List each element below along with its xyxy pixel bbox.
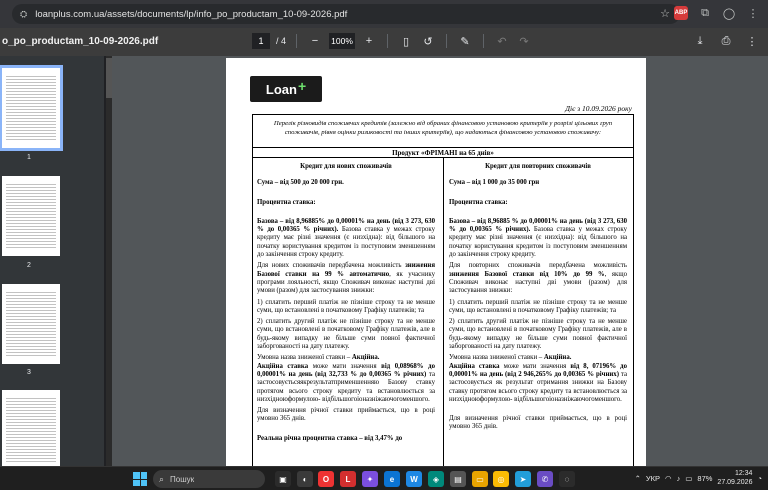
- yearly-note: Для визначення річної ставки приймається, що в році умовно 365 днів.: [449, 415, 627, 431]
- windows-start-icon[interactable]: [133, 472, 147, 486]
- chrome-icon[interactable]: ◎: [493, 471, 509, 487]
- pdf-viewer: [112, 56, 768, 466]
- more-options-icon[interactable]: ⋮: [746, 35, 758, 48]
- page-thumbnail-4[interactable]: [2, 390, 60, 470]
- thumbnail-sidebar: [0, 56, 104, 466]
- volume-icon[interactable]: ♪: [676, 473, 681, 483]
- rate-title: Процентна ставка:: [257, 198, 316, 206]
- fit-page-icon[interactable]: ▯: [402, 35, 410, 48]
- loan-sum: Сума – від 500 до 20 000 грн.: [257, 179, 344, 187]
- copilot-icon[interactable]: ✦: [362, 471, 378, 487]
- page-thumbnail-1[interactable]: [2, 68, 60, 148]
- new-customers-column: [257, 163, 435, 446]
- page-total: / 4: [276, 36, 287, 46]
- pdf-actions: [692, 33, 760, 49]
- taskbar: [0, 466, 768, 490]
- notifications-icon[interactable]: ◔: [757, 473, 762, 483]
- thumbnail-number: 1: [27, 154, 31, 161]
- column-heading: Кредит для нових споживачів: [300, 163, 392, 170]
- base-rate-paragraph: Базова – від 8,96885% до 0,00001% на день (від 3 273, 630 % до 0,00365 % річних). Базова ставка у межах строку кредиту має різні значення (є низхідна): від більшого на початку користування кредитом із поступовим зменшенням до закінчення строку кредиту.: [257, 217, 435, 259]
- yearly-note: Для визначення річної ставки приймається, що в році умовно 365 днів.: [257, 407, 435, 423]
- task-view-icon[interactable]: ▣: [275, 471, 291, 487]
- plus-icon: +: [297, 78, 307, 94]
- discount-paragraph: Для нових споживачів передбачена можливість зниження Базової ставки на 99 % автоматично, як учаснику програми лояльності, якщо Споживач виконає наступні дві умови (разом) для застосування знижки:: [257, 262, 435, 295]
- site-info-icon[interactable]: ⛭: [20, 8, 28, 19]
- pdf-file-title: o_po_productam_10-09-2026.pdf: [2, 36, 159, 47]
- discount-paragraph: Для повторних споживачів передбачена можливість зниження Базової ставки від 10% до 99 %, якщо Споживач виконає наступні дві умови (разом) для застосування знижки:: [449, 262, 627, 295]
- app-l-icon[interactable]: L: [340, 471, 356, 487]
- tray-up-icon[interactable]: ⌃: [634, 473, 641, 483]
- toolbar-divider: [483, 34, 484, 48]
- intro-text: Перелік різновидів споживчих кредитів (залежно від обраних фінансовою установою критеріїв у розрізі цільових груп споживачів, рівня оцінки ризиковості та інших критеріїв), що надаються фінансовою установою споживачу:: [273, 120, 613, 136]
- clock[interactable]: [717, 469, 752, 487]
- real-rate: Реальна річна процентна ставка – від 3,47% до: [257, 434, 403, 442]
- base-rate-paragraph: Базова – від 8,96885 % до 0,00001% на день (від 3 273, 630 % до 0,00365 % річних). Базова ставка у межах строку кредиту має різні значення (є низхідна): від більшого на початку користування кредитом із поступовим зменшенням до закінчення строку кредиту.: [449, 217, 627, 259]
- promo-name: Умовна назва зниженої ставки – Акційна. Акційна ставка може мати значення від 8, 07196% до 0,00001% на день (від 2 946,265% до 0,00365 % річних) та застосовується як результат отримання знижки на Базову ставку протягом всього строку кредиту та встановлюється за низхідноюформулою- відбільшогоіоназніжаючогоменшого.: [449, 354, 628, 403]
- search-placeholder: Пошук: [170, 474, 195, 484]
- page-thumbnail-2[interactable]: [2, 176, 60, 256]
- product-table: [252, 114, 634, 466]
- profile-icon[interactable]: ◯: [722, 7, 736, 20]
- app-icon[interactable]: ◌: [559, 471, 575, 487]
- extensions-area: [672, 4, 762, 22]
- extensions-puzzle-icon[interactable]: ⧉: [701, 6, 709, 19]
- zoom-out-icon[interactable]: −: [311, 35, 319, 47]
- condition-1: 1) сплатить перший платіж не пізніше строку та не менше суми, що встановлені в початковому Графіку платежів; та: [257, 298, 435, 314]
- loanplus-logo: Loan +: [250, 76, 322, 102]
- thumbnail-number: 3: [27, 369, 31, 376]
- bookmark-star-icon[interactable]: ☆: [660, 8, 670, 20]
- column-divider: [443, 158, 444, 466]
- pdf-toolbar: [0, 28, 768, 56]
- zoom-in-icon[interactable]: +: [365, 35, 373, 47]
- zoom-level-input[interactable]: 100%: [329, 33, 355, 49]
- menu-dots-icon[interactable]: ⋮: [747, 7, 759, 20]
- word-icon[interactable]: W: [406, 471, 422, 487]
- battery-icon[interactable]: ▭: [685, 473, 693, 483]
- battery-percent: 87%: [697, 473, 713, 483]
- toolbar-divider: [446, 34, 447, 48]
- page-thumbnail-3[interactable]: [2, 284, 60, 364]
- toolbar-divider: [296, 34, 297, 48]
- url-text: loanplus.com.ua/assets/documents/lp/info_po_productam_10-09-2026.pdf: [35, 8, 348, 20]
- column-heading: Кредит для повторних споживачів: [485, 163, 591, 170]
- repeat-customers-column: [449, 163, 627, 435]
- app-icon[interactable]: ▤: [450, 471, 466, 487]
- condition-2: 2) сплатить другий платіж не пізніше строку та не менше суми, що встановлені в початковому Графіку платежів, але в будь-якому випадку не більше суми повної фактичної заборгованості на дату платежу.: [257, 318, 435, 351]
- pdf-page-controls: [252, 33, 532, 49]
- download-icon[interactable]: ⤓: [697, 34, 703, 47]
- thumbnail-number: 2: [27, 262, 31, 269]
- app-icon[interactable]: ◈: [428, 471, 444, 487]
- rotate-icon[interactable]: ↺: [423, 35, 433, 48]
- condition-2: 2) сплатить другий платіж не пізніше строку та не менше суми, що встановлені в початковому Графіку платежів, але в будь-якому випадку не більше суми повної фактичної заборгованості на дату платежу.: [449, 318, 627, 351]
- adblock-extension-icon[interactable]: ABP: [672, 4, 690, 22]
- app-icon[interactable]: ◐: [297, 471, 313, 487]
- clock-date: 27.09.2026: [717, 479, 753, 486]
- clock-time: 12:34: [734, 470, 753, 477]
- redo-icon[interactable]: ↷: [519, 35, 529, 48]
- toolbar-divider: [387, 34, 388, 48]
- rate-title: Процентна ставка:: [449, 198, 508, 206]
- telegram-icon[interactable]: ➤: [515, 471, 531, 487]
- taskbar-search[interactable]: [153, 470, 265, 488]
- language-indicator[interactable]: УКР: [645, 473, 661, 483]
- print-icon[interactable]: ⎙: [721, 34, 731, 47]
- wifi-icon[interactable]: ◠: [665, 473, 672, 483]
- opera-icon[interactable]: O: [318, 471, 334, 487]
- file-explorer-icon[interactable]: ▭: [472, 471, 488, 487]
- viber-icon[interactable]: ✆: [537, 471, 553, 487]
- draw-icon[interactable]: ✎: [460, 35, 470, 48]
- promo-name: Умовна назва зниженої ставки – Акційна. Акційна ставка може мати значення від 0,08968% до 0,00001% на день (від 32,733 % до 0,00365 % річних) та застосовуєтьсяякрезультатприменшенняю Базову ставку протягом всього строку кредиту та встановлюється за низхідноюформулою- відбільшогоіоназніжаючогоменшого.: [257, 354, 435, 403]
- search-icon: ⌕: [159, 473, 165, 484]
- edge-icon[interactable]: e: [384, 471, 400, 487]
- undo-icon[interactable]: ↶: [497, 35, 507, 48]
- page-number-input[interactable]: 1: [252, 33, 270, 49]
- loan-sum: Сума – від 1 000 до 35 000 грн: [449, 179, 540, 187]
- condition-1: 1) сплатить перший платіж не пізніше строку та не менше суми, що встановлені в початковому Графіку платежів; та: [449, 298, 627, 314]
- pdf-page: [226, 58, 646, 466]
- product-name: Продукт «ФРІМАНІ на 65 днів»: [253, 147, 633, 158]
- address-bar[interactable]: [12, 4, 680, 24]
- system-tray: [635, 469, 762, 487]
- browser-toolbar: [0, 0, 768, 28]
- effective-date: Діє з 10.09.2026 року: [565, 104, 632, 113]
